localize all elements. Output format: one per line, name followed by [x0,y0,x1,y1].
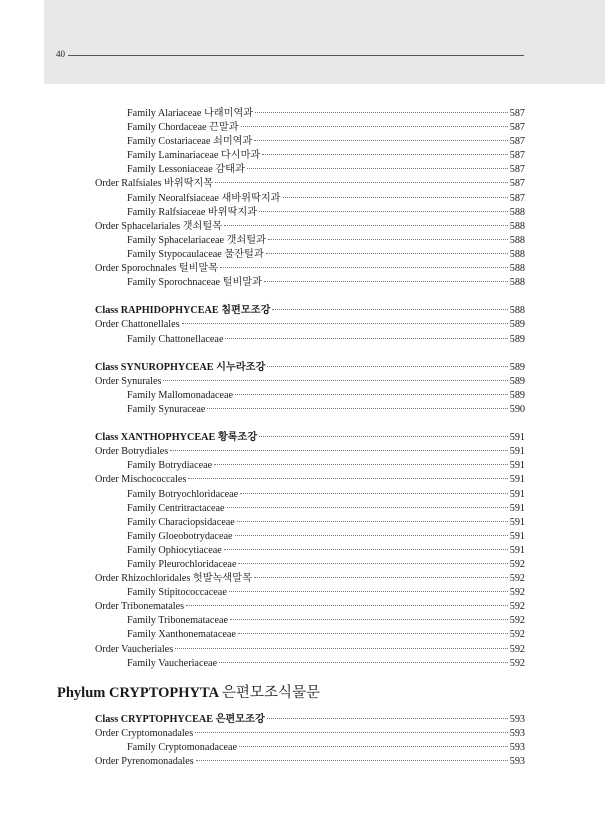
toc-page-number: 587 [509,192,525,204]
toc-entry-title: Class CRYPTOPHYCEAE 은편모조강 [95,713,265,725]
header-rule [68,55,524,56]
toc-page-number: 589 [509,389,525,401]
toc-entry-title: Family Characiopsidaceae [127,516,235,528]
toc-entry-title: Order Ralfsiales 바위딱지목 [95,178,214,190]
leader-dots [170,450,507,451]
toc-page-number: 589 [509,375,525,387]
toc-entry-title: Family Alariaceae 나래미역과 [127,108,254,119]
toc-entry-title: Family Chattonellaceae [127,333,224,345]
toc-page-number: 588 [509,234,525,246]
leader-dots [207,408,507,409]
leader-dots [224,225,508,226]
toc-page-number: 588 [509,263,525,275]
toc-entry-title: Family Sphacelariaceae 갯쇠털과 [127,234,266,246]
toc-entry-title: Order Rhizochloridales 헛발녹색말목 [95,573,252,585]
toc-entry-order[interactable] [95,643,525,657]
toc-page-number: 588 [509,220,525,232]
leader-dots [259,436,508,437]
toc-page-number: 590 [509,403,525,415]
toc-entry-class[interactable] [95,361,525,375]
leader-dots [225,338,507,339]
page-header [44,0,605,84]
leader-dots [247,168,508,169]
toc-entry-family[interactable] [95,234,525,248]
toc-entry-title: Class RAPHIDOPHYCEAE 침편모조강 [95,305,271,317]
toc-entry-title: Family Ralfsiaceae 바위딱지과 [127,206,258,218]
leader-dots [268,239,508,240]
toc-entry-title: Family Botrydiaceae [127,460,213,472]
toc-entry-family[interactable] [95,459,525,473]
toc-page-number: 592 [509,615,525,627]
toc-entry-title: Order Cryptomonadales [95,727,194,739]
leader-dots [239,746,508,747]
toc-entry-order[interactable] [95,572,525,586]
toc-entry-title: Order Sporochnales 털비말목 [95,263,219,275]
toc-entry-title: Family Ophiocytiaceae [127,544,222,556]
toc-entry-title: Family Tribonemataceae [127,615,229,627]
leader-dots [196,760,508,761]
toc-entry-title: Order Chattonellales [95,319,180,331]
leader-dots [238,563,507,564]
toc-entry-title: Family Gloeobotrydaceae [127,530,233,542]
toc-entry-family[interactable] [95,206,525,220]
toc-entry-title: Order Synurales [95,375,162,387]
leader-dots [214,464,508,465]
toc-entry-family[interactable] [95,488,525,502]
phylum-korean-name: 은편모조식물문 [221,684,320,701]
toc-entry-order[interactable] [95,727,525,741]
phylum-heading [57,679,525,707]
leader-dots [266,253,508,254]
toc-page-number: 588 [509,206,525,218]
toc-page-number: 591 [509,516,525,528]
toc-entry-family[interactable] [95,163,525,177]
leader-dots [224,549,508,550]
toc-page-number: 593 [509,727,525,739]
toc-page-number: 587 [509,136,525,148]
toc-entry-title: Family Centritractaceae [127,502,225,514]
toc-entry-title: Family Chordaceae 끈말과 [127,122,239,134]
leader-dots [272,309,507,310]
toc-page-number: 587 [509,178,525,190]
toc-page-number: 592 [509,629,525,641]
toc-entry-order[interactable] [95,318,525,332]
leader-dots [238,633,508,634]
toc-page-number: 591 [509,488,525,500]
toc-entry-family[interactable] [95,516,525,530]
toc-entry-order[interactable] [95,600,525,614]
page-number: 40 [56,49,65,59]
toc-entry-title: Class XANTHOPHYCEAE 황록조강 [95,432,258,444]
toc-page-number: 591 [509,460,525,472]
leader-dots [254,140,507,141]
toc-entry-title: Class SYNUROPHYCEAE 시누라조강 [95,361,266,373]
toc-page-number: 592 [509,657,525,669]
toc-entry-family[interactable] [95,530,525,544]
toc-page-number: 587 [509,164,525,176]
leader-dots [254,577,508,578]
toc-entry-class[interactable] [95,304,525,318]
toc-entry-title: Order Pyrenomonadales [95,756,194,768]
toc-entry-title: Order Mischococcales [95,474,187,486]
toc-entry-family[interactable] [95,276,525,290]
section-gap [95,347,525,361]
leader-dots [264,281,508,282]
toc-entry-title: Family Synuraceae [127,403,206,415]
section-gap [95,417,525,431]
toc-page-number: 591 [509,530,525,542]
toc-entry-title: Family Laminariaceae 다시마과 [127,150,261,162]
leader-dots [163,380,507,381]
leader-dots [267,718,508,719]
toc-page-number: 588 [509,248,525,260]
toc-page-number: 591 [509,544,525,556]
toc-entry-title: Family Costariaceae 쇠미역과 [127,136,253,148]
toc-entry-class[interactable] [95,431,525,445]
toc-entry-title: Order Vaucheriales [95,643,174,655]
leader-dots [235,535,508,536]
leader-dots [195,732,508,733]
toc-entry-order[interactable] [95,375,525,389]
toc-page-number: 592 [509,573,525,585]
toc-entry-title: Family Pleurochloridaceae [127,559,237,570]
toc-entry-title: Family Mallomonadaceae [127,389,234,401]
leader-dots [186,605,508,606]
toc-entry-title: Family Sporochnaceae 털비말과 [127,277,262,289]
table-of-contents [57,107,525,769]
leader-dots [215,182,507,183]
toc-page-number: 591 [509,446,525,458]
toc-entry-title: Family Xanthonemataceae [127,629,236,641]
toc-entry-family[interactable] [95,741,525,755]
toc-page-number: 591 [509,432,525,444]
toc-entry-order[interactable] [95,177,525,191]
toc-entry-family[interactable] [95,121,525,135]
toc-entry-family[interactable] [95,107,525,121]
toc-entry-order[interactable] [95,473,525,487]
toc-entry-title: Family Cryptomonadaceae [127,741,238,753]
toc-entry-title: Family Vaucheriaceae [127,657,218,669]
toc-entry-order[interactable] [95,755,525,769]
toc-page-number: 592 [509,587,525,599]
leader-dots [182,323,508,324]
toc-page-number: 592 [509,601,525,613]
toc-entry-title: Order Tribonematales [95,601,185,613]
toc-page-number: 589 [509,319,525,331]
toc-entry-title: Family Stipitococcaceae [127,587,227,599]
leader-dots [255,112,508,113]
toc-entry-family[interactable] [95,502,525,516]
leader-dots [229,591,508,592]
toc-page-number: 587 [509,108,525,119]
leader-dots [188,478,507,479]
toc-page-number: 592 [509,559,525,570]
toc-entry-title: Family Stypocaulaceae 물잔털과 [127,248,264,260]
toc-entry-title: Family Botryochloridaceae [127,488,239,500]
phylum-name: Phylum CRYPTOPHYTA [57,684,219,701]
toc-entry-family[interactable] [95,135,525,149]
leader-dots [219,662,508,663]
leader-dots [259,211,508,212]
toc-page-number: 587 [509,122,525,134]
toc-page-number: 589 [509,333,525,345]
toc-entry-family[interactable] [95,248,525,262]
toc-page-number: 593 [509,756,525,768]
toc-entry-title: Order Botrydiales [95,446,169,458]
toc-entry-title: Order Sphacelariales 갯쇠털목 [95,220,223,232]
toc-page-number: 591 [509,474,525,486]
toc-page-number: 589 [509,361,525,373]
leader-dots [230,619,508,620]
toc-entry-title: Family Lessoniaceae 감태과 [127,164,245,176]
toc-entry-class[interactable] [95,713,525,727]
toc-entry-family[interactable] [95,403,525,417]
toc-entry-family[interactable] [95,558,525,572]
toc-entry-order[interactable] [95,262,525,276]
toc-page-number: 588 [509,277,525,289]
leader-dots [262,154,507,155]
toc-entry-family[interactable] [95,628,525,642]
toc-page-number: 588 [509,305,525,317]
toc-entry-family[interactable] [95,657,525,671]
toc-entry-family[interactable] [95,614,525,628]
toc-page-number: 592 [509,643,525,655]
toc-page-number: 587 [509,150,525,162]
toc-entry-family[interactable] [95,544,525,558]
leader-dots [227,507,508,508]
toc-page-number: 593 [509,713,525,725]
section-gap [95,290,525,304]
leader-dots [235,394,508,395]
toc-entry-family[interactable] [95,192,525,206]
toc-page-number: 591 [509,502,525,514]
toc-entry-family[interactable] [95,586,525,600]
leader-dots [240,493,508,494]
leader-dots [241,126,508,127]
toc-entry-family[interactable] [95,149,525,163]
toc-entry-family[interactable] [95,389,525,403]
leader-dots [283,197,508,198]
leader-dots [267,366,507,367]
leader-dots [175,648,508,649]
toc-entry-order[interactable] [95,445,525,459]
leader-dots [237,521,508,522]
toc-entry-family[interactable] [95,333,525,347]
toc-page-number: 593 [509,741,525,753]
toc-entry-order[interactable] [95,220,525,234]
toc-entry-title: Family Neoralfsiaceae 새바위딱지과 [127,192,281,204]
leader-dots [220,267,508,268]
